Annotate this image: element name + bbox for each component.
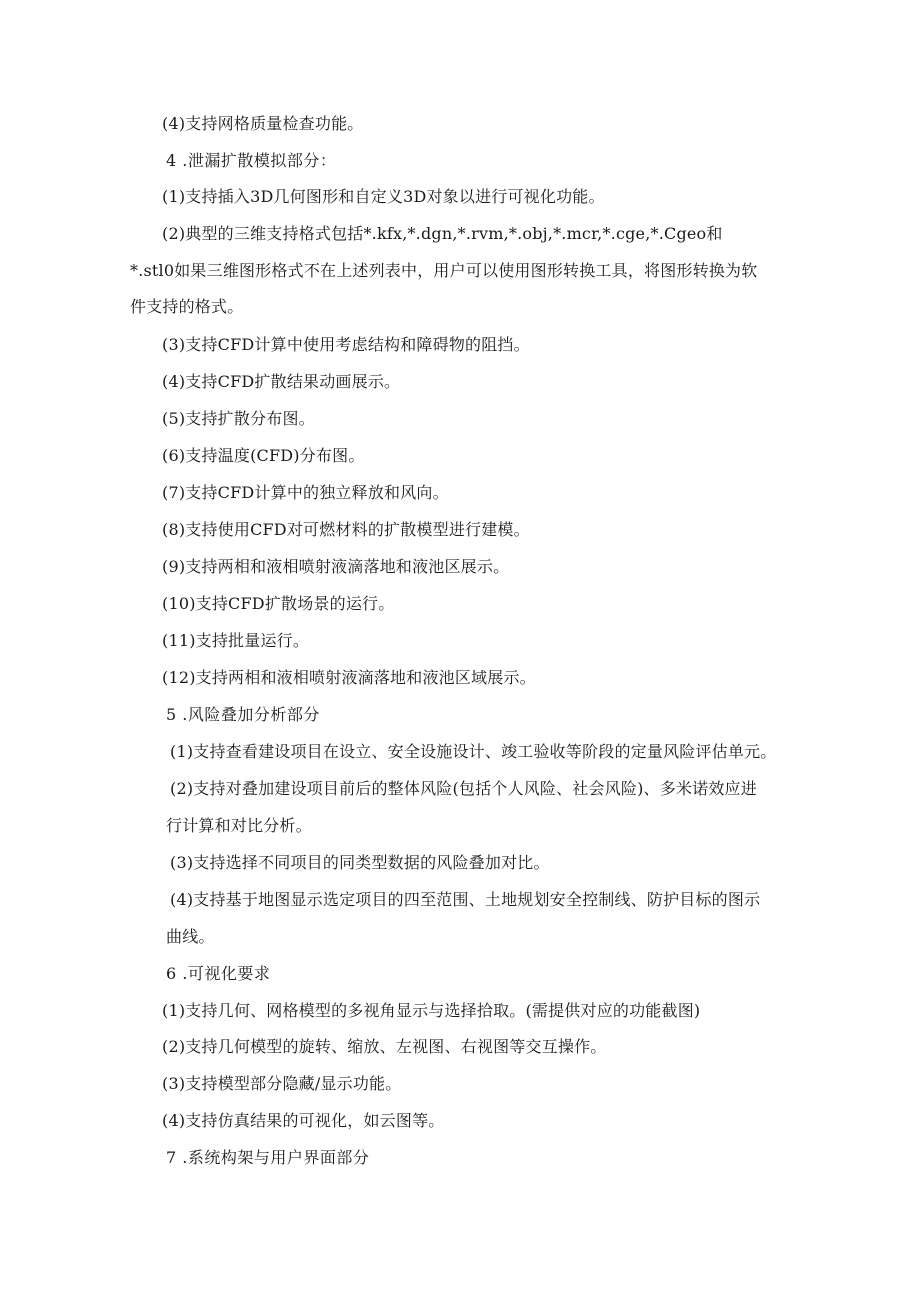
text-line: (4)支持仿真结果的可视化，如云图等。	[162, 1111, 445, 1130]
text-line: (6)支持温度(CFD)分布图。	[162, 446, 365, 465]
text-line: (9)支持两相和液相喷射液滴落地和液池区展示。	[162, 557, 510, 576]
text-line: 行计算和对比分析。	[166, 816, 312, 835]
text-line: (7)支持CFD计算中的独立释放和风向。	[162, 483, 449, 502]
text-line: (5)支持扩散分布图。	[162, 409, 315, 428]
section-heading: 7 .系统构架与用户界面部分	[166, 1148, 370, 1167]
text-line: (3)支持模型部分隐藏/显示功能。	[162, 1074, 402, 1093]
text-line: (11)支持批量运行。	[162, 631, 310, 650]
text-line: (12)支持两相和液相喷射液滴落地和液池区域展示。	[162, 668, 536, 687]
text-line: (4)支持CFD扩散结果动画展示。	[162, 372, 401, 391]
text-line: 件支持的格式。	[130, 297, 244, 316]
text-line: (2)支持对叠加建设项目前后的整体风险(包括个人风险、社会风险)、多米诺效应进	[170, 779, 757, 798]
text-line: (4)支持基于地图显示选定项目的四至范围、土地规划安全控制线、防护目标的图示	[170, 890, 761, 909]
text-line: (1)支持几何、网格模型的多视角显示与选择拾取。(需提供对应的功能截图)	[162, 1001, 701, 1020]
text-line: (2)典型的三维支持格式包括*.kfx,*.dgn,*.rvm,*.obj,*.mcr,*.cge,*.Cgeo和	[162, 224, 723, 243]
section-heading: 6 .可视化要求	[166, 964, 271, 983]
section-heading: 4 .泄漏扩散模拟部分：	[166, 151, 337, 170]
text-line: *.stl0如果三维图形格式不在上述列表中，用户可以使用图形转换工具，将图形转换为软	[130, 261, 758, 280]
text-line: (10)支持CFD扩散场景的运行。	[162, 594, 395, 613]
text-line: (3)支持CFD计算中使用考虑结构和障碍物的阻挡。	[162, 335, 530, 354]
text-line: (2)支持几何模型的旋转、缩放、左视图、右视图等交互操作。	[162, 1037, 607, 1056]
text-line: 曲线。	[166, 927, 215, 946]
text-line: (3)支持选择不同项目的同类型数据的风险叠加对比。	[170, 853, 550, 872]
text-line: (8)支持使用CFD对可燃材料的扩散模型进行建模。	[162, 520, 530, 539]
text-line: (1)支持查看建设项目在设立、安全设施设计、竣工验收等阶段的定量风险评估单元。	[170, 742, 777, 761]
section-heading: 5 .风险叠加分析部分	[166, 705, 320, 724]
text-line: (1)支持插入3D几何图形和自定义3D对象以进行可视化功能。	[162, 187, 605, 206]
text-line: (4)支持网格质量检查功能。	[162, 114, 364, 133]
